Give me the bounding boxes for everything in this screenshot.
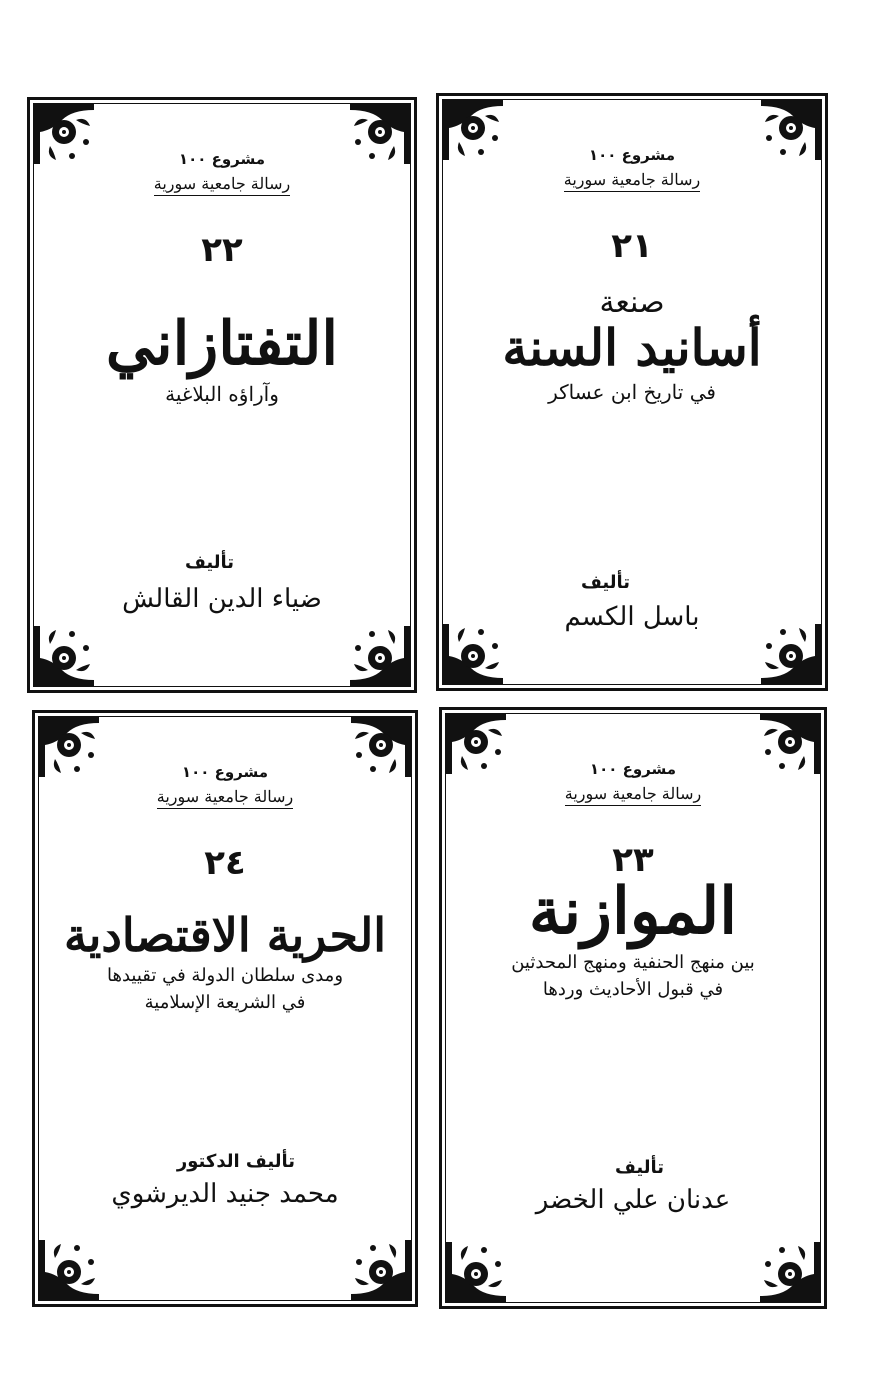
title-group xyxy=(45,909,405,1016)
book-title: الحرية الاقتصادية xyxy=(63,908,387,962)
author-label: تأليف الدكتور xyxy=(176,1151,295,1172)
book-title: الموازنة xyxy=(528,874,738,949)
book-cover-card xyxy=(32,710,418,1307)
book-cover-card xyxy=(27,97,417,693)
book-title-prefix: صنعة xyxy=(599,285,665,320)
book-number: ٢١ xyxy=(611,226,653,266)
book-subtitle: ومدى سلطان الدولة في تقييدها xyxy=(106,964,344,986)
title-group xyxy=(452,875,814,1003)
book-number: ٢٤ xyxy=(204,843,246,883)
project-label: مشروع ١٠٠ xyxy=(181,763,269,781)
project-label: مشروع ١٠٠ xyxy=(178,150,266,168)
author-label: تأليف xyxy=(580,572,630,593)
author-name: باسل الكسم xyxy=(564,602,700,632)
project-label: مشروع ١٠٠ xyxy=(588,146,676,164)
book-subtitle: وآراؤه البلاغية xyxy=(165,382,279,406)
author-label: تأليف xyxy=(184,552,234,573)
title-group xyxy=(40,310,404,409)
title-group xyxy=(449,286,815,407)
book-number: ٢٣ xyxy=(612,840,654,880)
series-label: رسالة جامعية سورية xyxy=(35,787,415,806)
project-label: مشروع ١٠٠ xyxy=(589,760,677,778)
book-subtitle: في قبول الأحاديث وردها xyxy=(542,978,724,1000)
book-title: التفتازاني xyxy=(105,309,339,379)
book-title: أسانيد السنة xyxy=(502,318,762,377)
book-subtitle: بين منهج الحنفية ومنهج المحدثين xyxy=(511,951,755,973)
series-label: رسالة جامعية سورية xyxy=(439,170,825,189)
book-subtitle: في تاريخ ابن عساكر xyxy=(548,379,716,404)
series-label: رسالة جامعية سورية xyxy=(442,784,824,803)
series-label: رسالة جامعية سورية xyxy=(30,174,414,193)
author-name: محمد جنيد الديرشوي xyxy=(111,1179,339,1209)
author-name: عدنان علي الخضر xyxy=(535,1185,731,1215)
author-label: تأليف xyxy=(614,1157,664,1178)
book-cover-card xyxy=(439,707,827,1309)
book-number: ٢٢ xyxy=(201,230,243,270)
book-subtitle: في الشريعة الإسلامية xyxy=(144,991,306,1013)
book-cover-card xyxy=(436,93,828,691)
author-name: ضياء الدين القالش xyxy=(122,584,322,614)
